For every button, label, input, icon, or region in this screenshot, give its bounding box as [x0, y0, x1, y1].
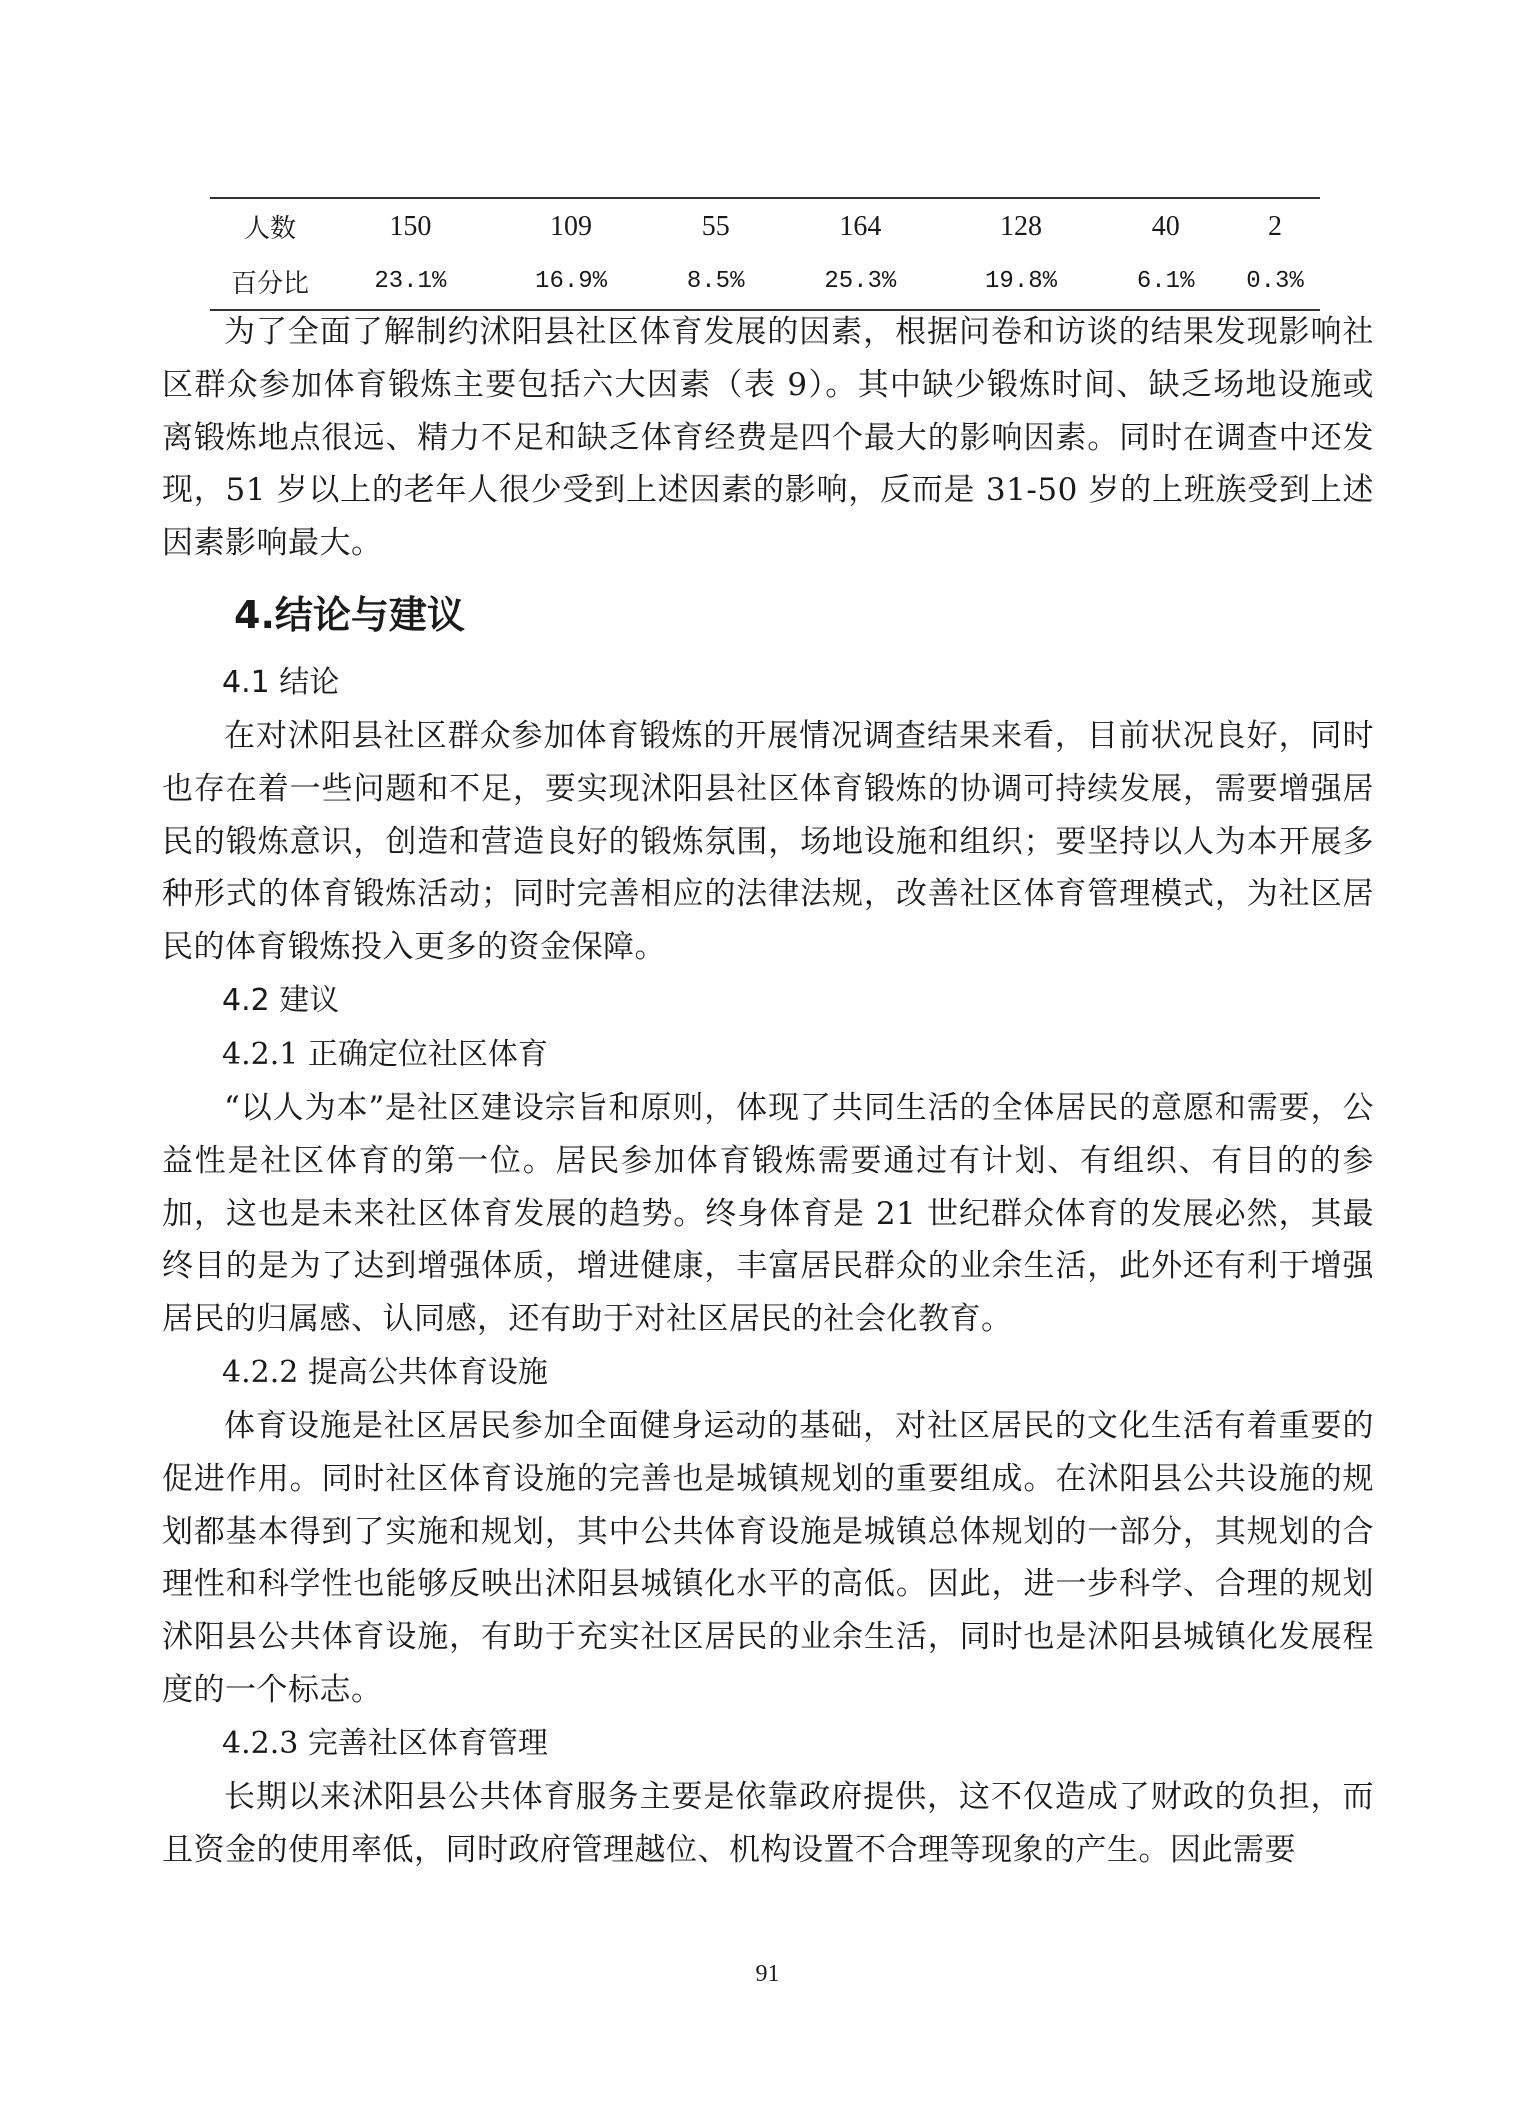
page-number: 91	[755, 1961, 780, 1987]
data-table	[210, 197, 1320, 311]
table-row	[210, 198, 1320, 254]
table-cell: 164	[839, 210, 882, 242]
subsubsection-heading: 4.2.2 提高公共体育设施	[222, 1354, 548, 1390]
paragraph: 在对沭阳县社区群众参加体育锻炼的开展情况调查结果来看，目前状况良好，同时也存在着一些问题和不足，要实现沭阳县社区体育锻炼的协调可持续发展，需要增强居民的锻炼意识，创造和营造良好的锻炼氛围，场地设施和组织；要坚持以人为本开展多种形式的体育锻炼活动；同时完善相应的法律法规，改善社区体育管理模式，为社区居民的体育锻炼投入更多的资金保障。	[162, 717, 1374, 966]
subsection-heading: 4.2 建议	[222, 982, 340, 1018]
table-cell: 55	[701, 210, 730, 242]
table-cell: 109	[550, 210, 593, 242]
row-label: 人数	[243, 214, 296, 244]
table-cell: 0.3%	[1246, 268, 1304, 295]
table-cell: 19.8%	[985, 268, 1058, 295]
body-content	[162, 306, 1374, 1876]
table-cell: 40	[1151, 210, 1180, 242]
table-cell: 23.1%	[374, 268, 447, 295]
paragraph: 为了全面了解制约沭阳县社区体育发展的因素，根据问卷和访谈的结果发现影响社区群众参加体育锻炼主要包括六大因素（表 9）。其中缺少锻炼时间、缺乏场地设施或离锻炼地点很远、精力不足和缺乏体育经费是四个最大的影响因素。同时在调查中还发现，51 岁以上的老年人很少受到上述因素的影响，反而是 31-50 岁的上班族受到上述因素影响最大。	[162, 314, 1374, 562]
paragraph: 体育设施是社区居民参加全面健身运动的基础，对社区居民的文化生活有着重要的促进作用。同时社区体育设施的完善也是城镇规划的重要组成。在沭阳县公共设施的规划都基本得到了实施和规划，其中公共体育设施是城镇总体规划的一部分，其规划的合理性和科学性也能够反映出沭阳县城镇化水平的高低。因此，进一步科学、合理的规划沭阳县公共体育设施，有助于充实社区居民的业余生活，同时也是沭阳县城镇化发展程度的一个标志。	[162, 1407, 1374, 1708]
row-label: 百分比	[230, 269, 309, 299]
table-cell: 2	[1268, 210, 1282, 242]
subsection-heading: 4.1 结论	[222, 664, 340, 700]
table-row	[210, 254, 1320, 310]
subsubsection-heading: 4.2.3 完善社区体育管理	[222, 1725, 548, 1761]
paragraph: 长期以来沭阳县公共体育服务主要是依靠政府提供，这不仅造成了财政的负担，而且资金的使用率低，同时政府管理越位、机构设置不合理等现象的产生。因此需要	[162, 1778, 1374, 1868]
table-cell: 8.5%	[686, 268, 745, 295]
table-cell: 6.1%	[1136, 268, 1195, 295]
table-cell: 150	[389, 210, 432, 242]
subsubsection-heading: 4.2.1 正确定位社区体育	[222, 1036, 548, 1072]
section-heading: 4.结论与建议	[234, 592, 465, 637]
table-cell: 16.9%	[535, 268, 608, 295]
table-cell: 25.3%	[824, 268, 897, 295]
paragraph: “以人为本”是社区建设宗旨和原则，体现了共同生活的全体居民的意愿和需要，公益性是社区体育的第一位。居民参加体育锻炼需要通过有计划、有组织、有目的的参加，这也是未来社区体育发展的趋势。终身体育是 21 世纪群众体育的发展必然，其最终目的是为了达到增强体质，增进健康，丰富居民群众的业余生活，此外还有利于增强居民的归属感、认同感，还有助于对社区居民的社会化教育。	[162, 1089, 1374, 1338]
table-cell: 128	[1000, 210, 1043, 242]
